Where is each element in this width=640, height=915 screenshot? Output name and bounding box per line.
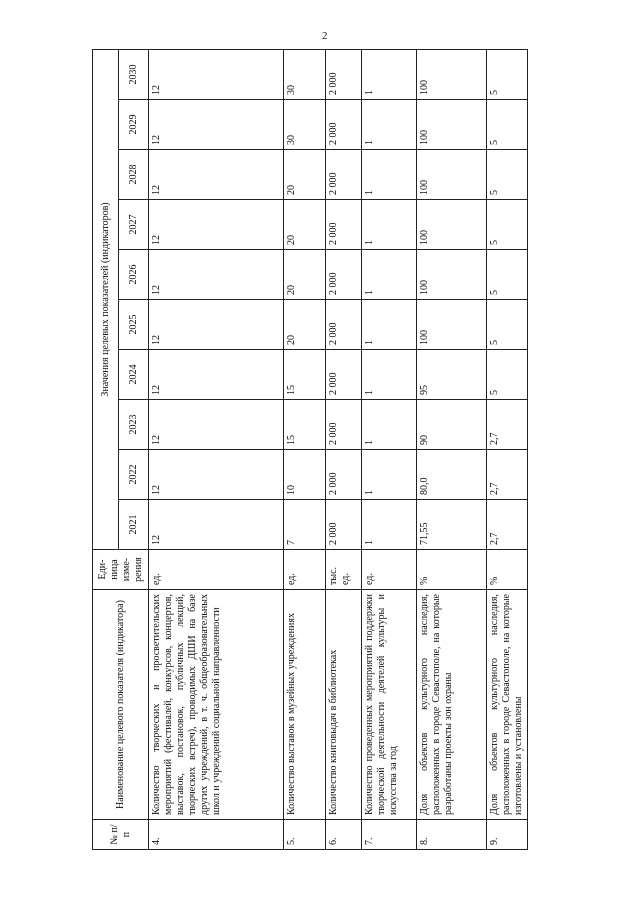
row-num: 7. (362, 820, 417, 850)
row-value: 5 (487, 150, 528, 200)
row-value: 1 (362, 100, 417, 150)
row-value: 12 (149, 450, 284, 500)
row-value: 12 (149, 300, 284, 350)
header-num: № п/п (93, 820, 149, 850)
row-value: 30 (284, 49, 326, 99)
row-num: 6. (326, 820, 362, 850)
row-value: 2 000 (326, 400, 362, 450)
header-year: 2026 (119, 250, 149, 300)
header-year: 2023 (119, 400, 149, 450)
row-value: 20 (284, 150, 326, 200)
row-value: 2 000 (326, 100, 362, 150)
row-unit: ед. (149, 550, 284, 590)
header-unit: Еди-ница изме-рения (93, 550, 149, 590)
row-num: 4. (149, 820, 284, 850)
row-name: Доля объектов культурного наследия, расположенных в городе Севастополе, на которые разработаны проекты зон охраны (417, 590, 487, 820)
row-value: 2,7 (487, 400, 528, 450)
row-value: 7 (284, 500, 326, 550)
row-value: 20 (284, 300, 326, 350)
header-year: 2025 (119, 300, 149, 350)
header-values-group: Значения целевых показателей (индикаторов) (93, 49, 119, 549)
row-num: 9. (487, 820, 528, 850)
table-row (417, 49, 487, 849)
rotated-table-container (92, 50, 527, 850)
row-value: 1 (362, 250, 417, 300)
row-value: 71,55 (417, 500, 487, 550)
row-value: 12 (149, 200, 284, 250)
row-value: 5 (487, 200, 528, 250)
row-value: 100 (417, 250, 487, 300)
row-value: 1 (362, 350, 417, 400)
row-name: Количество творческих и просветительских мероприятий (фестивалей, конкурсов, концертов, выставок, постановок, публичных лекций, творческих встреч), проводимых ДШИ на базе других учреждений, в т. ч. общеобразовательных школ и учреждений социальной направленности (149, 590, 284, 820)
header-name: Наименование целевого показателя (индикатора) (93, 590, 149, 820)
table-row (326, 49, 362, 849)
row-value: 12 (149, 100, 284, 150)
row-value: 1 (362, 450, 417, 500)
row-value: 1 (362, 200, 417, 250)
row-value: 100 (417, 49, 487, 99)
row-value: 95 (417, 350, 487, 400)
row-value: 20 (284, 250, 326, 300)
header-year: 2030 (119, 49, 149, 99)
row-name: Количество книговыдач в библиотеках (326, 590, 362, 820)
row-value: 2 000 (326, 300, 362, 350)
header-year: 2027 (119, 200, 149, 250)
row-value: 15 (284, 350, 326, 400)
row-value: 2 000 (326, 250, 362, 300)
header-year: 2029 (119, 100, 149, 150)
indicators-table (92, 49, 528, 850)
row-value: 5 (487, 250, 528, 300)
row-value: 1 (362, 300, 417, 350)
row-value: 2 000 (326, 200, 362, 250)
row-value: 12 (149, 150, 284, 200)
row-value: 100 (417, 150, 487, 200)
row-name: Количество выставок в музейных учреждениях (284, 590, 326, 820)
row-value: 2 000 (326, 150, 362, 200)
row-unit: тыс. ед. (326, 550, 362, 590)
row-value: 12 (149, 49, 284, 99)
row-unit: ед. (362, 550, 417, 590)
row-value: 5 (487, 49, 528, 99)
header-year: 2021 (119, 500, 149, 550)
header-year: 2022 (119, 450, 149, 500)
row-value: 12 (149, 250, 284, 300)
row-value: 2 000 (326, 450, 362, 500)
row-value: 5 (487, 100, 528, 150)
page-number: 2 (322, 30, 328, 42)
row-value: 90 (417, 400, 487, 450)
row-value: 10 (284, 450, 326, 500)
row-value: 2,7 (487, 450, 528, 500)
row-value: 12 (149, 350, 284, 400)
table-row (362, 49, 417, 849)
row-value: 20 (284, 200, 326, 250)
row-num: 5. (284, 820, 326, 850)
row-value: 30 (284, 100, 326, 150)
row-value: 80,0 (417, 450, 487, 500)
table-row (284, 49, 326, 849)
row-value: 100 (417, 100, 487, 150)
row-value: 1 (362, 500, 417, 550)
table-row (149, 49, 284, 849)
row-num: 8. (417, 820, 487, 850)
row-value: 2,7 (487, 500, 528, 550)
row-unit: % (487, 550, 528, 590)
row-unit: % (417, 550, 487, 590)
row-value: 1 (362, 150, 417, 200)
row-value: 1 (362, 49, 417, 99)
row-value: 100 (417, 200, 487, 250)
row-value: 12 (149, 400, 284, 450)
row-value: 12 (149, 500, 284, 550)
row-name: Доля объектов культурного наследия, расположенных в городе Севастополе, на которые изготовлены и установлены (487, 590, 528, 820)
row-value: 100 (417, 300, 487, 350)
row-value: 2 000 (326, 49, 362, 99)
row-value: 5 (487, 350, 528, 400)
table-row (487, 49, 528, 849)
row-value: 15 (284, 400, 326, 450)
row-value: 2 000 (326, 350, 362, 400)
row-value: 2 000 (326, 500, 362, 550)
row-value: 1 (362, 400, 417, 450)
row-unit: ед. (284, 550, 326, 590)
row-name: Количество проведенных мероприятий поддержки творческой деятельности деятелей культуры и искусства за год (362, 590, 417, 820)
row-value: 5 (487, 300, 528, 350)
header-year: 2024 (119, 350, 149, 400)
header-year: 2028 (119, 150, 149, 200)
